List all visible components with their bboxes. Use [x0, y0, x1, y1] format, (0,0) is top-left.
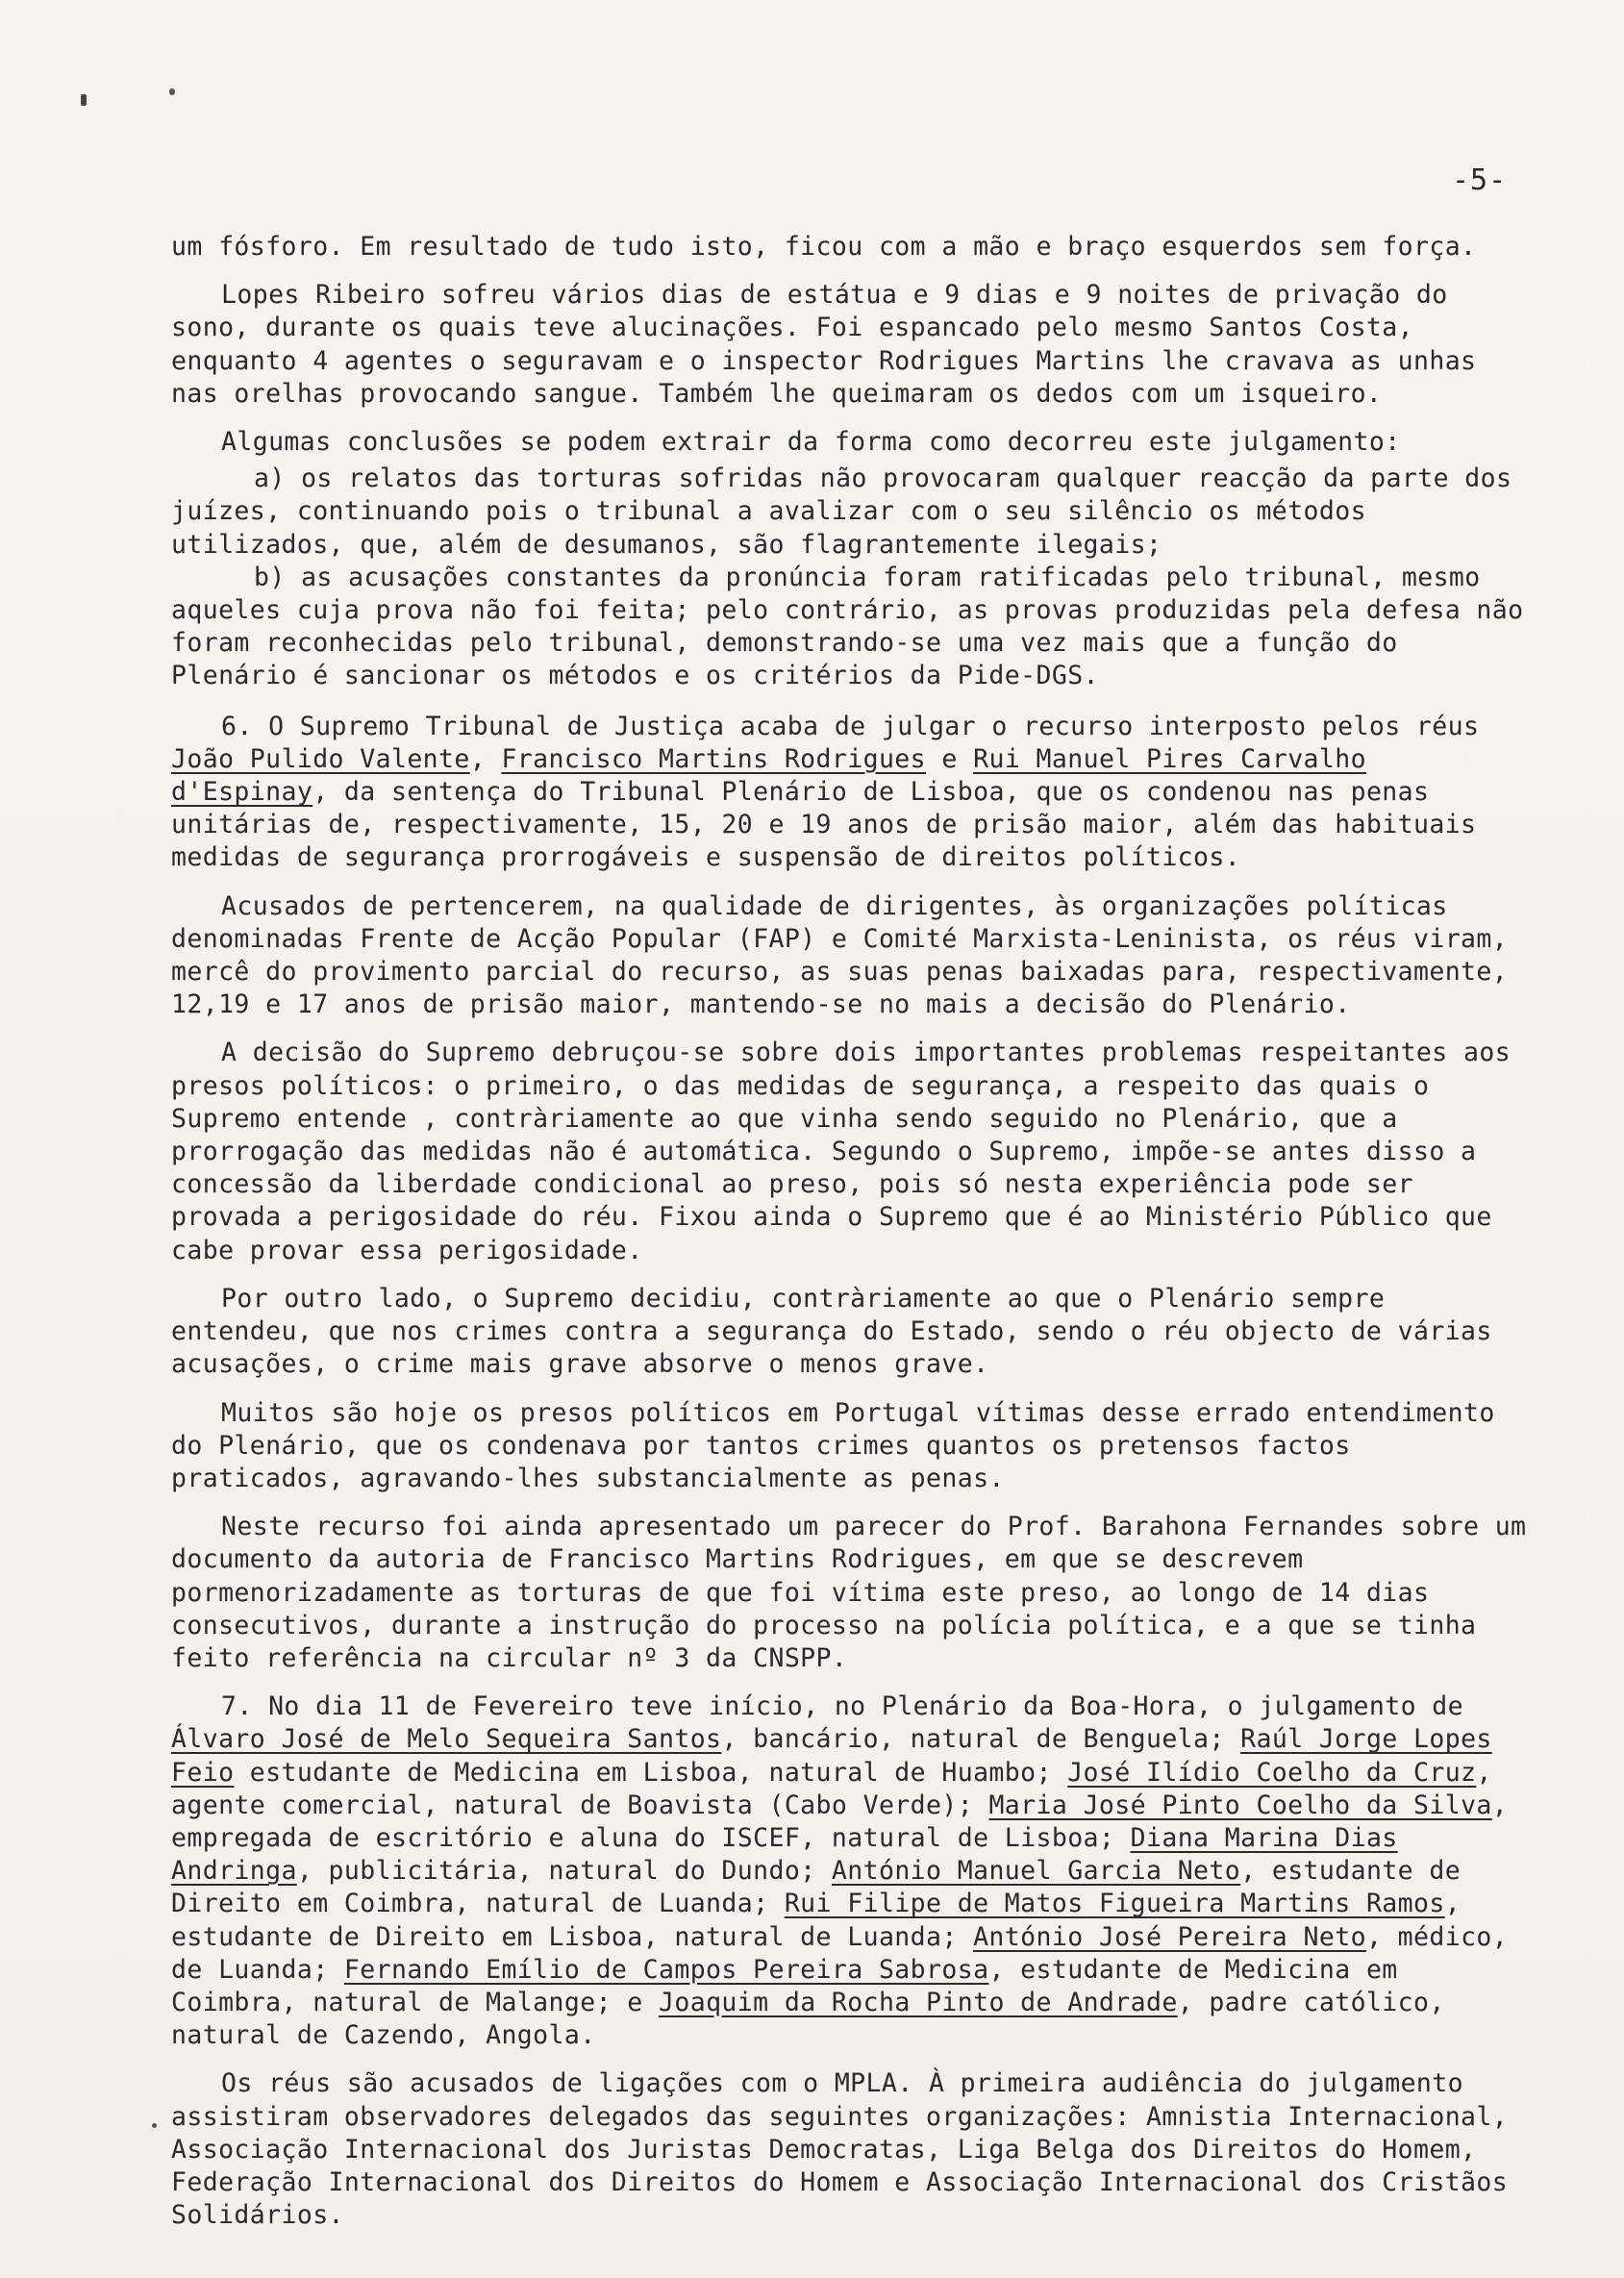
conclusion-a: juízes, continuando pois o tribunal a avalizar com o seu silêncio os métodos utilizados, que, além de desumanos, são flagrantemente ilegais;	[171, 496, 1366, 560]
paragraph-section-6	[171, 711, 1537, 875]
defendant-name: Álvaro José de Melo Sequeira Santos	[171, 1724, 722, 1755]
defendant-name: António José Pereira Neto	[973, 1921, 1366, 1952]
defendant-name: José Ilídio Coelho da Cruz	[1067, 1757, 1477, 1788]
text-span: , da sentença do Tribunal Plenário de Lisboa, que os condenou nas penas unitárias de, respectivamente, 15, 20 e 19 anos de prisão maior, além das habituais medidas de segurança prorrogáveis e suspensão de direitos políticos.	[171, 777, 1477, 873]
text-span: ,	[469, 743, 502, 774]
page-number: -5-	[1452, 163, 1508, 197]
paragraph: um fósforo. Em resultado de tudo isto, ficou com a mão e braço esquerdos sem força.	[171, 232, 1477, 262]
defendant-name: Diana Marina Dias Andringa	[171, 1822, 1398, 1887]
text-span: , estudante de Medicina em Coimbra, natural de Malange; e	[171, 1954, 1398, 2017]
conclusion-b: aqueles cuja prova não foi feita; pelo contrário, as provas produzidas pela defesa não foram reconhecidas pelo tribunal, demonstrando-se uma vez mais que a função do Plenário é sancionar os métodos e os critérios da Pide-DGS.	[171, 595, 1524, 691]
text-span: , agente comercial, natural de Boavista (Cabo Verde);	[171, 1757, 1492, 1820]
text-span: estudante de Medicina em Lisboa, natural de Huambo;	[234, 1757, 1068, 1788]
text-span: , estudante de Direito em Lisboa, natural de Luanda;	[171, 1889, 1462, 1952]
conclusion-a-lead: a) os relatos das torturas sofridas não provocaram qualquer reacção da parte dos	[254, 463, 1512, 494]
defendant-name: Rui Filipe de Matos Figueira Martins Ramos	[784, 1889, 1445, 1919]
text-span: , médico, de Luanda;	[171, 1921, 1509, 1985]
defendant-name: João Pulido Valente	[171, 743, 470, 774]
defendant-name: Maria José Pinto Coelho da Silva	[988, 1790, 1492, 1820]
text-span: 6. O Supremo Tribunal de Justiça acaba de julgar o recurso interposto pelos réus	[221, 711, 1480, 741]
defendant-name: Francisco Martins Rodrigues	[501, 743, 927, 774]
paragraph: Acusados de pertencerem, na qualidade de dirigentes, às organizações políticas denominadas Frente de Acção Popular (FAP) e Comité Marxista-Leninista, os réus viram, mercê do provimento parcial do recurso, as suas penas baixadas para, respectivamente, 12,19 e 17 anos de prisão maior, mantendo-se no mais a decisão do Plenário.	[171, 890, 1509, 1020]
conclusion-b-lead: b) as acusações constantes da pronúncia foram ratificadas pelo tribunal, mesmo	[254, 562, 1481, 592]
text-span: e	[926, 743, 974, 774]
paragraph: Muitos são hoje os presos políticos em Portugal vítimas desse errado entendimento do Plenário, que os condenava por tantos crimes quantos os pretensos factos praticados, agravando-lhes substancialmente as penas.	[171, 1397, 1495, 1493]
text-span: , estudante de Direito em Coimbra, natural de Luanda;	[171, 1856, 1462, 1919]
defendant-name: Joaquim da Rocha Pinto de Andrade	[659, 1987, 1178, 2017]
paragraph: A decisão do Supremo debruçou-se sobre dois importantes problemas respeitantes aos presos políticos: o primeiro, o das medidas de segurança, a respeito das quais o Supremo entende , contràriamente ao que vinha sendo seguido no Plenário, que a prorrogação das medidas não é automática. Segundo o Supremo, impõe-se antes disso a concessão da liberdade condicional ao preso, pois só nesta experiência pode ser provada a perigosidade do réu. Fixou ainda o Supremo que é ao Ministério Público que cabe provar essa perigosidade.	[171, 1038, 1512, 1265]
paragraph: Algumas conclusões se podem extrair da forma como decorreu este julgamento:	[221, 427, 1401, 458]
text-span: 7. No dia 11 de Fevereiro teve início, no Plenário da Boa-Hora, o julgamento de	[221, 1691, 1463, 1722]
paragraph: Neste recurso foi ainda apresentado um parecer do Prof. Barahona Fernandes sobre um documento da autoria de Francisco Martins Rodrigues, em que se descrevem pormenorizadamente as torturas de que foi vítima este preso, ao longo de 14 dias consecutivos, durante a instrução do processo na polícia política, e a que se tinha feito referência na circular nº 3 da CNSPP.	[171, 1512, 1527, 1673]
paragraph: Lopes Ribeiro sofreu vários dias de estátua e 9 dias e 9 noites de privação do sono, durante os quais teve alucinações. Foi espancado pelo mesmo Santos Costa, enquanto 4 agentes o seguravam e o inspector Rodrigues Martins lhe cravava as unhas nas orelhas provocando sangue. Também lhe queimaram os dedos com um isqueiro.	[171, 280, 1477, 409]
paragraph: Por outro lado, o Supremo decidiu, contràriamente ao que o Plenário sempre entendeu, que nos crimes contra a segurança do Estado, sendo o réu objecto de várias acusações, o crime mais grave absorve o menos grave.	[171, 1283, 1492, 1380]
margin-mark	[169, 88, 175, 95]
paragraph: Os réus são acusados de ligações com o MPLA. À primeira audiência do julgamento assistiram observadores delegados das seguintes organizações: Amnistia Internacional, Associação Internacional dos Juristas Democratas, Liga Belga dos Direitos do Homem, Federação Internacional dos Direitos do Homem e Associação Internacional dos Cristãos Solidários.	[171, 2068, 1509, 2231]
text-span: , bancário, natural de Benguela;	[721, 1724, 1241, 1755]
text-span: , padre católico, natural de Cazendo, Angola.	[171, 1987, 1445, 2051]
defendant-name: Fernando Emílio de Campos Pereira Sabrosa	[343, 1954, 989, 1985]
text-span: , empregada de escritório e aluna do ISCEF, natural de Lisboa;	[171, 1790, 1509, 1853]
text-span: , publicitária, natural do Dundo;	[296, 1856, 832, 1887]
document-body	[171, 231, 1537, 2247]
defendant-name: Raúl Jorge Lopes Feio	[171, 1724, 1492, 1788]
defendant-name: António Manuel Garcia Neto	[831, 1856, 1241, 1887]
margin-mark	[152, 2123, 157, 2128]
margin-mark	[81, 94, 87, 106]
defendant-name: Rui Manuel Pires Carvalho d'Espinay	[171, 743, 1366, 808]
paragraph-section-7	[171, 1690, 1537, 2052]
